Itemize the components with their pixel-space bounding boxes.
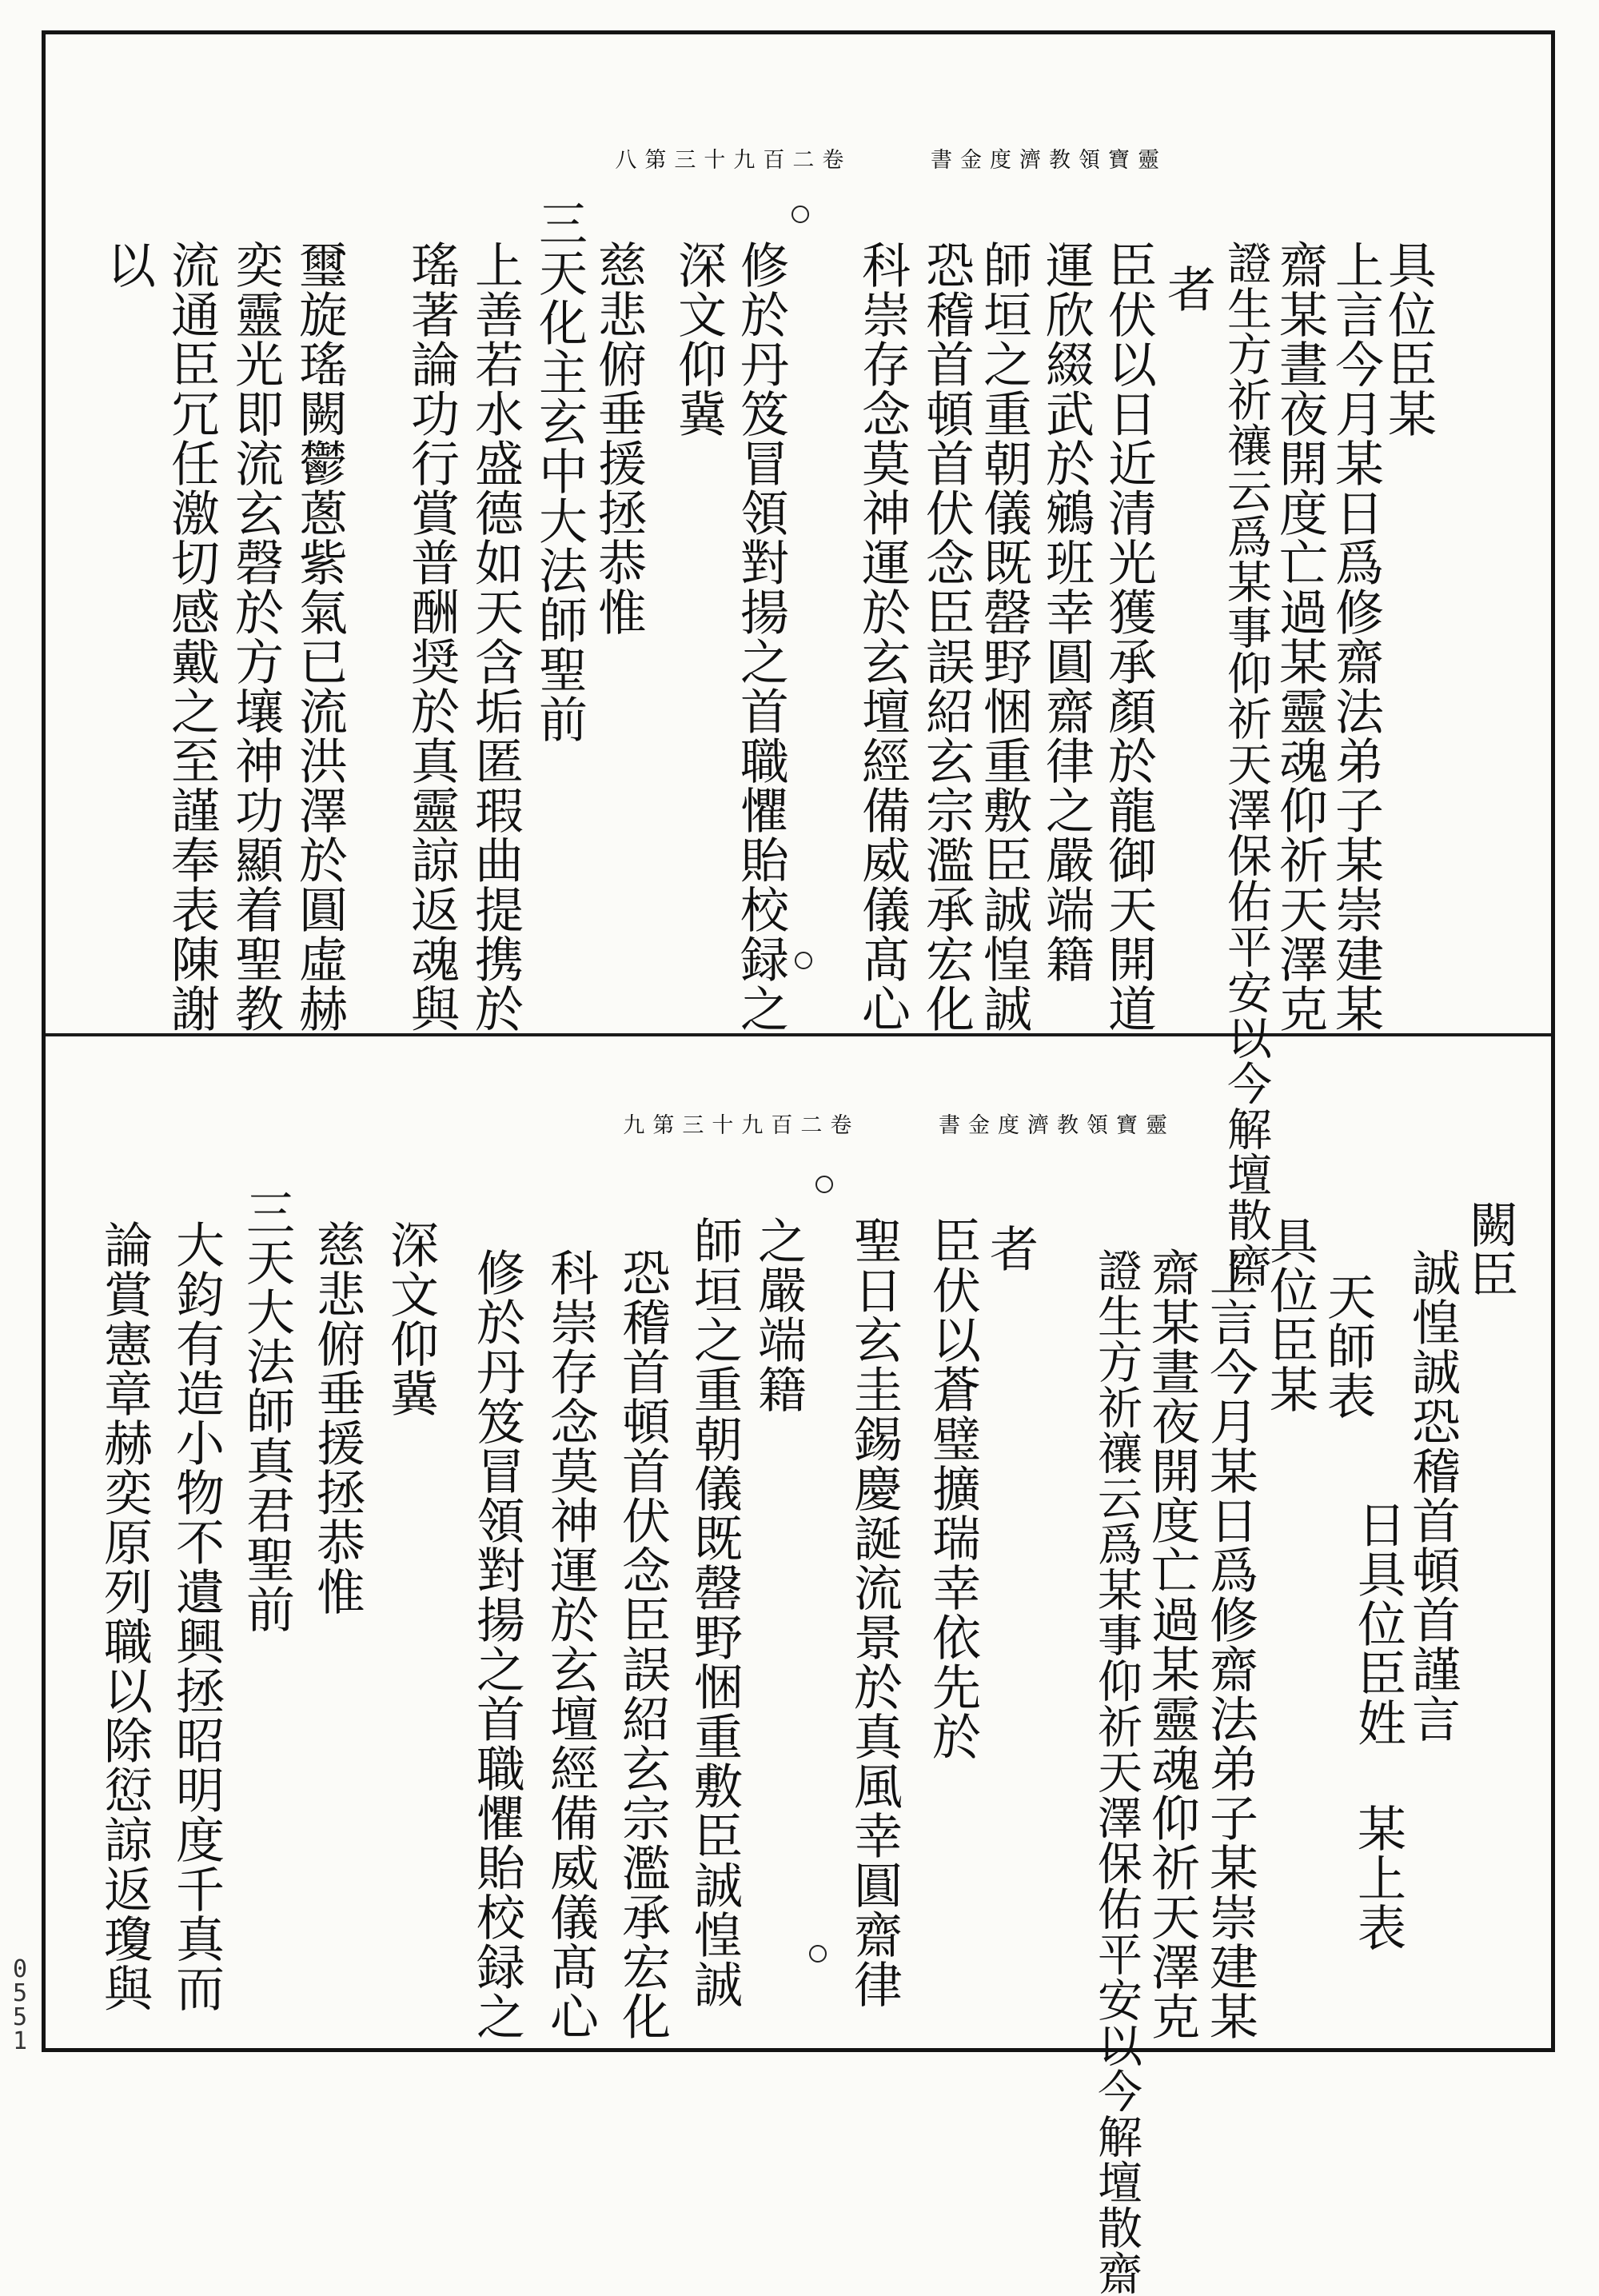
top-header-title: 靈寶領教濟度金書 <box>931 148 1167 173</box>
top-column-3: 齋某晝夜開度亡過某靈魂仰祈天澤克 <box>1271 240 1328 1033</box>
bottom-column-15: 之嚴端籍 <box>750 1216 807 1414</box>
half-page-divider <box>46 1033 1551 1036</box>
top-column-10: 科崇存念莫神運於玄壇經備威儀髙心 <box>854 240 911 1033</box>
top-column-11: 修於丹笈冒領對揚之首職懼貽校録之 <box>732 240 789 1033</box>
bottom-circle-mark-2 <box>809 1945 827 1963</box>
top-column-19: 流通臣冗任激切感戴之至謹奉表陳謝 <box>163 240 220 1033</box>
top-column-17: 璽旋瑤闕鬱蔥紫氣已流洪澤於圓虛赫 <box>291 240 348 1033</box>
bottom-column-1: 闕臣 <box>1461 1200 1518 1299</box>
page-number-text: 0551 <box>12 1955 28 2055</box>
top-column-5: 者 <box>1159 264 1216 313</box>
bottom-running-header <box>472 1108 1175 1140</box>
top-column-18: 奕靈光即流玄磬於方壤神功顯着聖教 <box>227 240 284 1033</box>
top-circle-mark-1 <box>792 206 809 223</box>
top-column-12: 深文仰冀 <box>670 240 727 438</box>
bottom-column-20: 深文仰冀 <box>382 1220 439 1418</box>
bottom-column-12: 者 <box>982 1224 1039 1273</box>
bottom-column-5: 日具位臣姓 <box>1350 1499 1406 1747</box>
bottom-column-23: 大鈞有造小物不遺興拯昭明度千真而 <box>168 1220 225 2013</box>
bottom-column-13: 臣伏以蒼璧擴瑞幸依先於 <box>924 1216 981 1761</box>
bottom-column-21: 慈悲俯垂援拯恭惟 <box>309 1220 365 1616</box>
top-column-1: 具位臣某 <box>1380 240 1437 438</box>
top-column-8: 師垣之重朝儀既罄野悃重敷臣誠惶誠 <box>975 240 1032 1033</box>
bottom-header-title: 靈寶領教濟度金書 <box>939 1113 1175 1138</box>
top-column-2: 上言今月某日爲修齋法弟子某崇建某 <box>1327 240 1384 1033</box>
page-number <box>6 1955 34 2055</box>
bottom-column-8: 具位臣某 <box>1262 1216 1318 1414</box>
bottom-column-9: 上言今月某日爲修齋法弟子某崇建某 <box>1202 1248 1258 2041</box>
top-column-7: 運欣綴武於鵷班幸圓齋律之嚴端籍 <box>1038 240 1095 984</box>
bottom-column-18: 科崇存念莫神運於玄壇經備威儀髙心 <box>542 1248 599 2041</box>
bottom-column-2: 誠惶誠恐稽首頓首謹言 <box>1404 1248 1461 1743</box>
top-column-9: 恐稽首頓首伏念臣誤紹玄宗濫承宏化 <box>918 240 975 1033</box>
top-column-6: 臣伏以日近清光獲承顏於龍御天開道 <box>1100 240 1157 1033</box>
top-column-14: 三天化主玄中大法師聖前 <box>531 198 588 744</box>
top-running-header <box>448 142 1167 174</box>
bottom-column-17: 恐稽首頓首伏念臣誤紹玄宗濫承宏化 <box>614 1248 671 2041</box>
bottom-column-16: 師垣之重朝儀既罄野悃重敷臣誠惶誠 <box>686 1216 743 2009</box>
top-column-20: 以 <box>99 240 156 289</box>
bottom-column-19: 修於丹笈冒領對揚之首職懼貽校録之 <box>469 1248 525 2041</box>
bottom-column-24: 論賞憲章赫奕原列職以除愆諒返瓊與 <box>96 1220 153 2013</box>
bottom-column-6: 某上表 <box>1350 1803 1406 1952</box>
bottom-column-11: 證生方祈禳云爲某事仰祈天澤保佑平安以今解壇散齋 <box>1091 1248 1142 2296</box>
top-column-15: 上善若水盛德如天含垢匿瑕曲提携於 <box>467 240 524 1033</box>
bottom-column-14: 聖日玄圭錫慶誕流景於真風幸圓齋律 <box>846 1216 903 2009</box>
bottom-circle-mark-1 <box>815 1176 833 1193</box>
top-column-13: 慈悲俯垂援拯恭惟 <box>590 240 647 637</box>
top-column-4: 證生方祈禳云爲某事仰祈天澤保佑平安以今解壇散齋 <box>1220 240 1272 1288</box>
top-column-16: 瑤著論功行賞普酬奨於真靈諒返魂與 <box>403 240 460 1033</box>
bottom-column-10: 齋某晝夜開度亡過某靈魂仰祈天澤克 <box>1143 1248 1200 2041</box>
bottom-header-volume: 卷二百九十三第九 <box>623 1113 860 1138</box>
bottom-column-22: 三天大法師真君聖前 <box>238 1188 295 1634</box>
bottom-column-7: 天師表 <box>1319 1272 1376 1420</box>
top-header-volume: 卷二百九十三第八 <box>615 148 852 173</box>
top-circle-mark-2 <box>795 952 812 969</box>
